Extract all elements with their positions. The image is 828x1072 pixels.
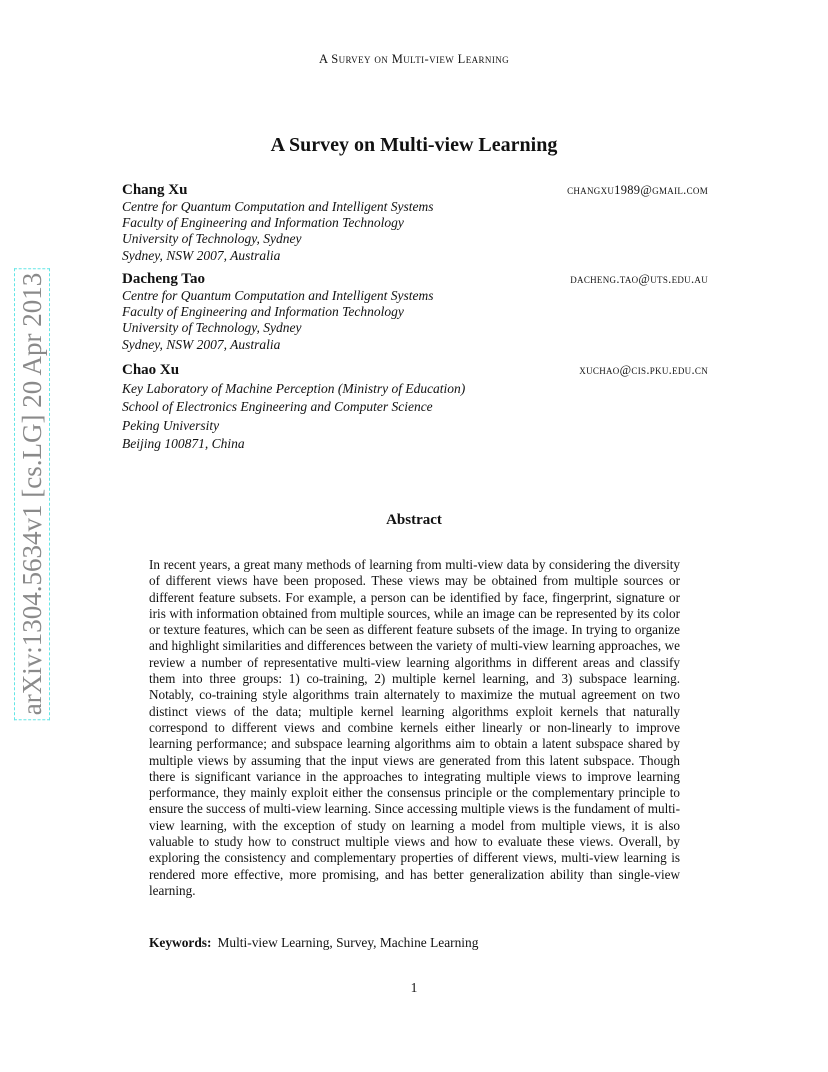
affiliation-line: Beijing 100871, China (122, 435, 245, 451)
affiliation-line: Sydney, NSW 2007, Australia (122, 336, 281, 352)
author-block-3 (122, 361, 708, 453)
affiliation-line: School of Electronics Engineering and Computer Science (122, 399, 433, 415)
keywords-list: Multi-view Learning, Survey, Machine Learning (217, 935, 479, 950)
affiliation-line: Faculty of Engineering and Information Technology (122, 215, 404, 231)
arxiv-identifier-link[interactable] (14, 264, 50, 724)
author-email: dacheng.tao@uts.edu.au (570, 272, 708, 286)
affiliation-line: Faculty of Engineering and Information Technology (122, 304, 404, 320)
affiliation-line: University of Technology, Sydney (122, 231, 302, 247)
abstract-text: In recent years, a great many methods of learning from multi-view data by considering the diversity of different views have been proposed. These views may be obtained from multiple sources or different feature subsets. For example, a person can be identified by face, fingerprint, signature or iris with information obtained from multiple sources, while an image can be represented by its color or texture features, which can be seen as different feature subsets of the image. In trying to organize and highlight similarities and differences between the variety of multi-view learning approaches, we review a number of representative multi-view learning algorithms in different areas and classify them into three groups: 1) co-training, 2) multiple kernel learning, and 3) subspace learning. Notably, co-training style algorithms train alternately to maximize the mutual agreement on two distinct views of the data; multiple kernel learning algorithms exploit kernels that naturally correspond to different views and combine kernels either linearly or non-linearly to improve learning performance; and subspace learning algorithms aim to obtain a latent subspace shared by multiple views by assuming that the input views are generated from this latent subspace. Though there is significant variance in the approaches to integrating multiple views to improve learning performance, they mainly exploit either the consensus principle or the complementary principle to ensure the success of multi-view learning. Since accessing multiple views is the fundament of multi-view learning, with the exception of study on learning a model from multiple views, it is also valuable to study how to construct multiple views and how to evaluate these views. Overall, by exploring the consistency and complementary properties of different views, multi-view learning is rendered more effective, more promising, and has better generalization ability than single-view learning. (149, 557, 680, 898)
affiliation-line: Centre for Quantum Computation and Intelligent Systems (122, 288, 434, 303)
author-name: Dacheng Tao (122, 271, 205, 287)
abstract-heading: Abstract (386, 512, 442, 528)
affiliation-line: Peking University (122, 417, 220, 433)
arxiv-identifier-text: arXiv:1304.5634v1 [cs.LG] 20 Apr 2013 (14, 268, 50, 720)
affiliation-line: University of Technology, Sydney (122, 320, 302, 336)
affiliation-line: Key Laboratory of Machine Perception (Ministry of Education) (122, 381, 466, 396)
affiliation-line: Sydney, NSW 2007, Australia (122, 247, 281, 263)
page-number: 1 (410, 980, 418, 995)
author-name: Chao Xu (122, 362, 180, 378)
running-head: A Survey on Multi-view Learning (318, 52, 510, 66)
keywords (149, 935, 709, 951)
paper-title: A Survey on Multi-view Learning (270, 134, 558, 156)
author-email: xuchao@cis.pku.edu.cn (579, 363, 708, 377)
author-block-1 (122, 181, 708, 264)
keywords-label: Keywords: (149, 935, 212, 950)
author-email: changxu1989@gmail.com (567, 183, 708, 197)
author-block-2 (122, 270, 708, 353)
author-name: Chang Xu (122, 182, 188, 198)
affiliation-line: Centre for Quantum Computation and Intelligent Systems (122, 199, 434, 214)
